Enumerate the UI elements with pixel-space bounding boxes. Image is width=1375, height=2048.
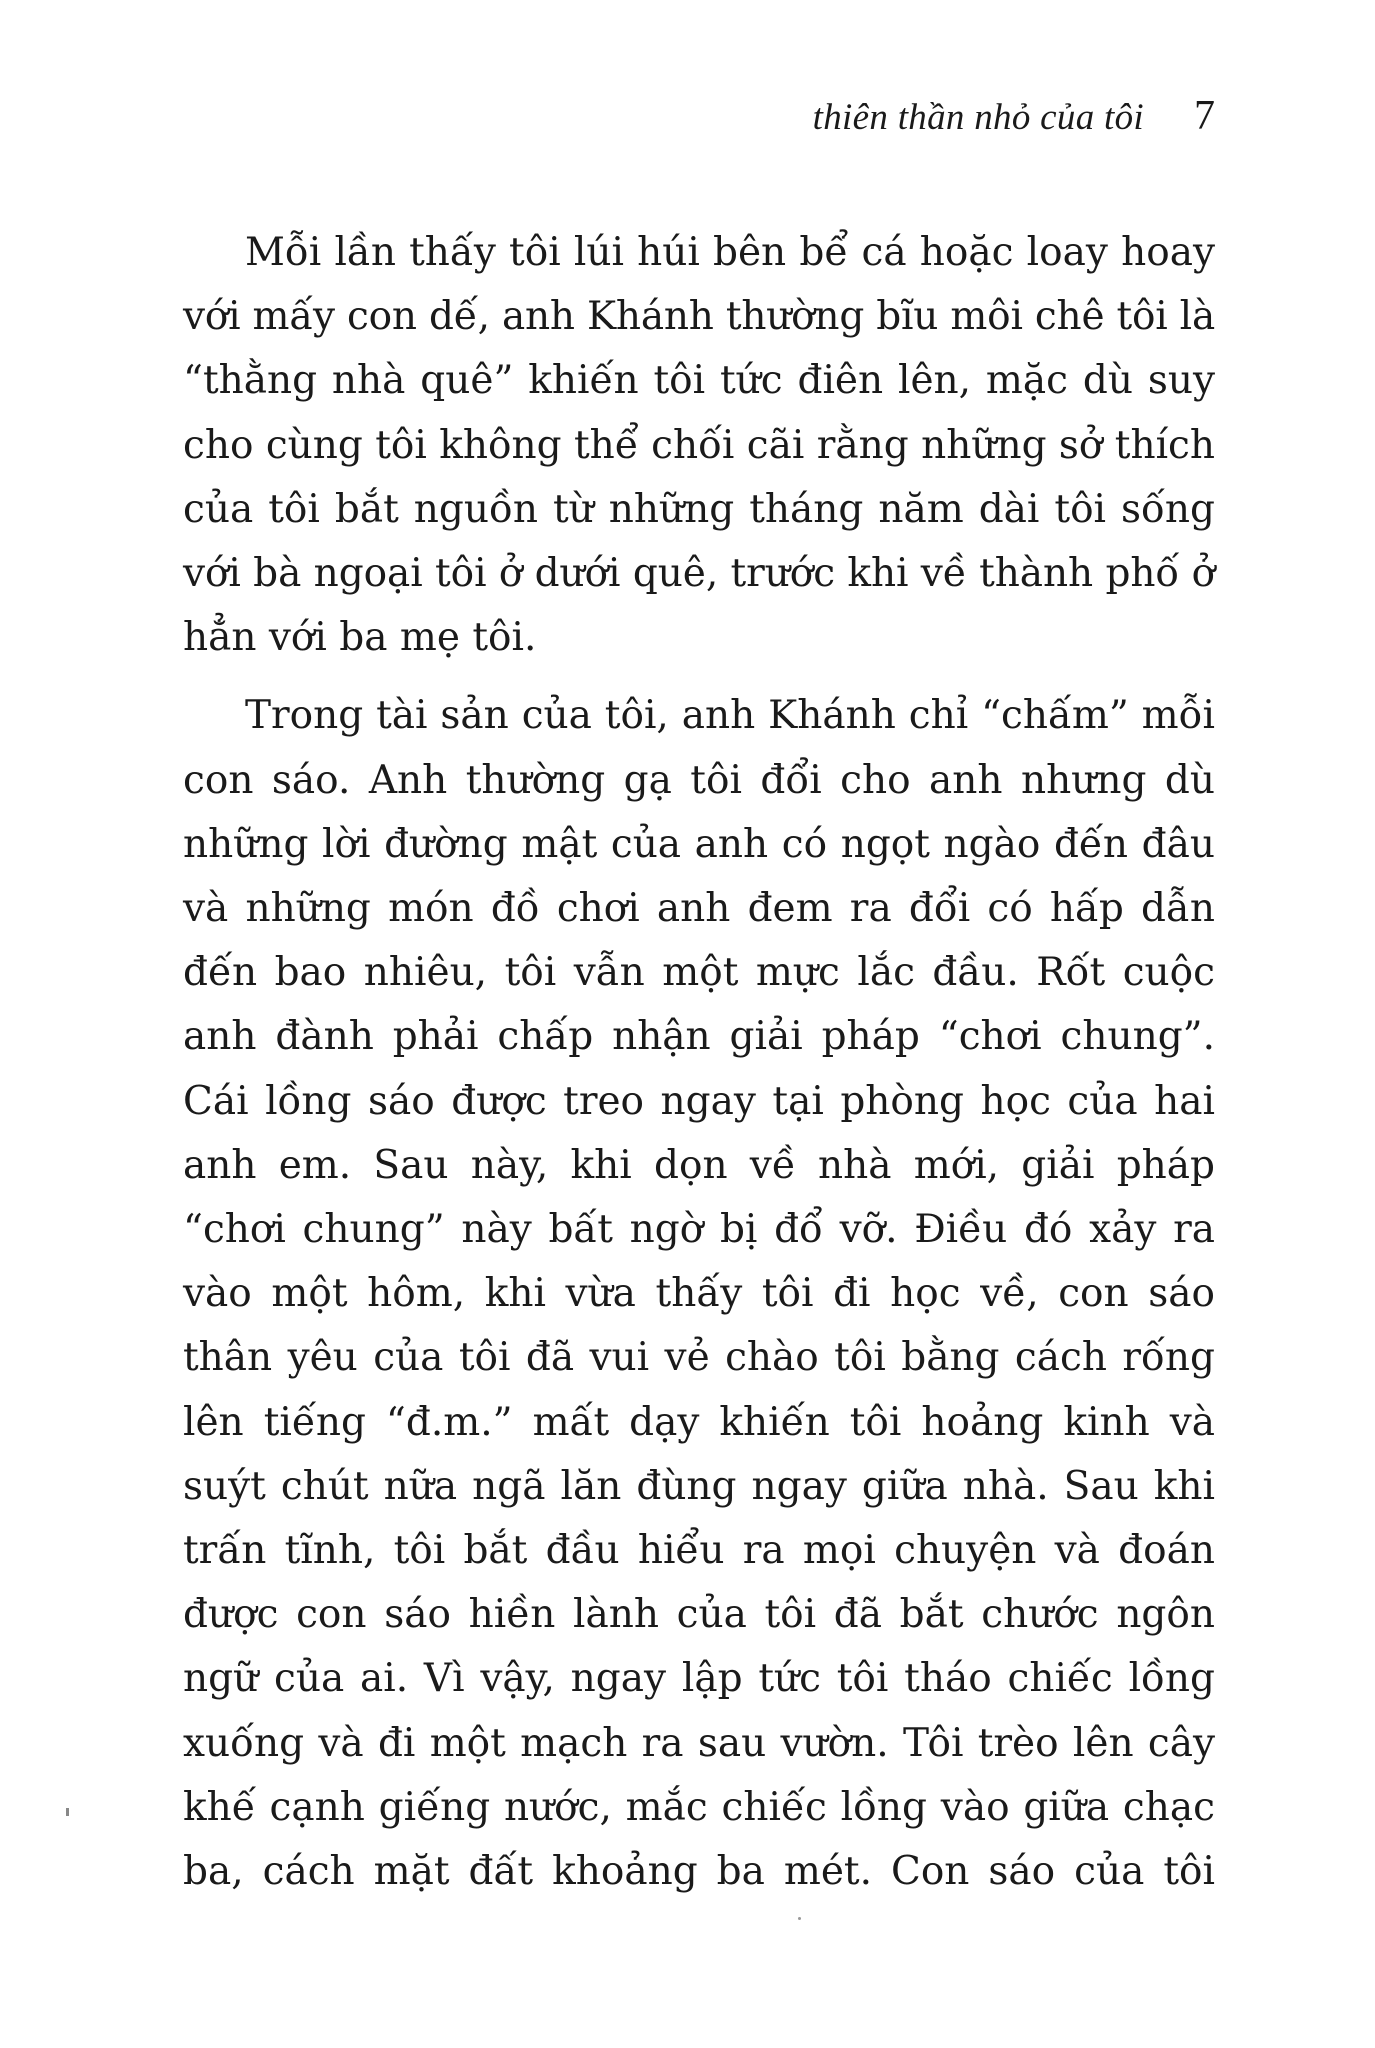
text-line: xuống và đi một mạch ra sau vườn. Tôi trèo lên cây bbox=[183, 1720, 1215, 1766]
text-line: “chơi chung” này bất ngờ bị đổ vỡ. Điều đó xảy ra bbox=[183, 1207, 1215, 1253]
text-line: lên tiếng “đ.m.” mất dạy khiến tôi hoảng kinh và bbox=[183, 1399, 1216, 1445]
text-line: với bà ngoại tôi ở dưới quê, trước khi về thành phố ở bbox=[183, 551, 1216, 597]
paragraph-2 bbox=[183, 684, 1215, 1904]
paragraph-1 bbox=[183, 221, 1215, 670]
text-line: khế cạnh giếng nước, mắc chiếc lồng vào giữa chạc bbox=[183, 1784, 1215, 1830]
text-line: thân yêu của tôi đã vui vẻ chào tôi bằng cách rống bbox=[183, 1335, 1215, 1381]
margin-speck bbox=[66, 1808, 69, 1816]
text-line: ba, cách mặt đất khoảng ba mét. Con sáo của tôi bbox=[183, 1849, 1215, 1895]
body-text bbox=[183, 221, 1215, 1904]
text-line: những lời đường mật của anh có ngọt ngào đến đâu bbox=[183, 821, 1215, 867]
text-line: và những món đồ chơi anh đem ra đổi có hấp dẫn bbox=[183, 886, 1215, 932]
page-speck bbox=[798, 1917, 801, 1920]
text-line: anh em. Sau này, khi dọn về nhà mới, giải pháp bbox=[183, 1142, 1215, 1188]
text-line: cho cùng tôi không thể chối cãi rằng những sở thích bbox=[183, 422, 1216, 468]
text-line: vào một hôm, khi vừa thấy tôi đi học về, con sáo bbox=[183, 1271, 1215, 1317]
text-line: Mỗi lần thấy tôi lúi húi bên bể cá hoặc loay hoay bbox=[245, 230, 1215, 275]
text-line: đến bao nhiêu, tôi vẫn một mực lắc đầu. Rốt cuộc bbox=[183, 950, 1215, 996]
page-number: 7 bbox=[1194, 93, 1215, 139]
text-line: được con sáo hiền lành của tôi đã bắt chước ngôn bbox=[183, 1592, 1215, 1638]
text-line: ngữ của ai. Vì vậy, ngay lập tức tôi tháo chiếc lồng bbox=[183, 1656, 1215, 1702]
text-line: của tôi bắt nguồn từ những tháng năm dài tôi sống bbox=[183, 486, 1215, 532]
text-line: với mấy con dế, anh Khánh thường bĩu môi chê tôi là bbox=[183, 294, 1215, 340]
chapter-title: thiên thần nhỏ của tôi bbox=[812, 97, 1144, 138]
text-line: Trong tài sản của tôi, anh Khánh chỉ “chấm” mỗi bbox=[245, 693, 1215, 739]
text-line: hẳn với ba mẹ tôi. bbox=[183, 615, 537, 661]
text-line: anh đành phải chấp nhận giải pháp “chơi chung”. bbox=[183, 1014, 1215, 1060]
text-line: trấn tĩnh, tôi bắt đầu hiểu ra mọi chuyện và đoán bbox=[183, 1528, 1215, 1574]
text-line: “thằng nhà quê” khiến tôi tức điên lên, mặc dù suy bbox=[183, 358, 1215, 404]
running-header bbox=[813, 92, 1215, 140]
text-line: con sáo. Anh thường gạ tôi đổi cho anh nhưng dù bbox=[183, 757, 1215, 803]
text-line: Cái lồng sáo được treo ngay tại phòng học của hai bbox=[183, 1078, 1215, 1124]
text-line: suýt chút nữa ngã lăn đùng ngay giữa nhà. Sau khi bbox=[183, 1463, 1215, 1509]
